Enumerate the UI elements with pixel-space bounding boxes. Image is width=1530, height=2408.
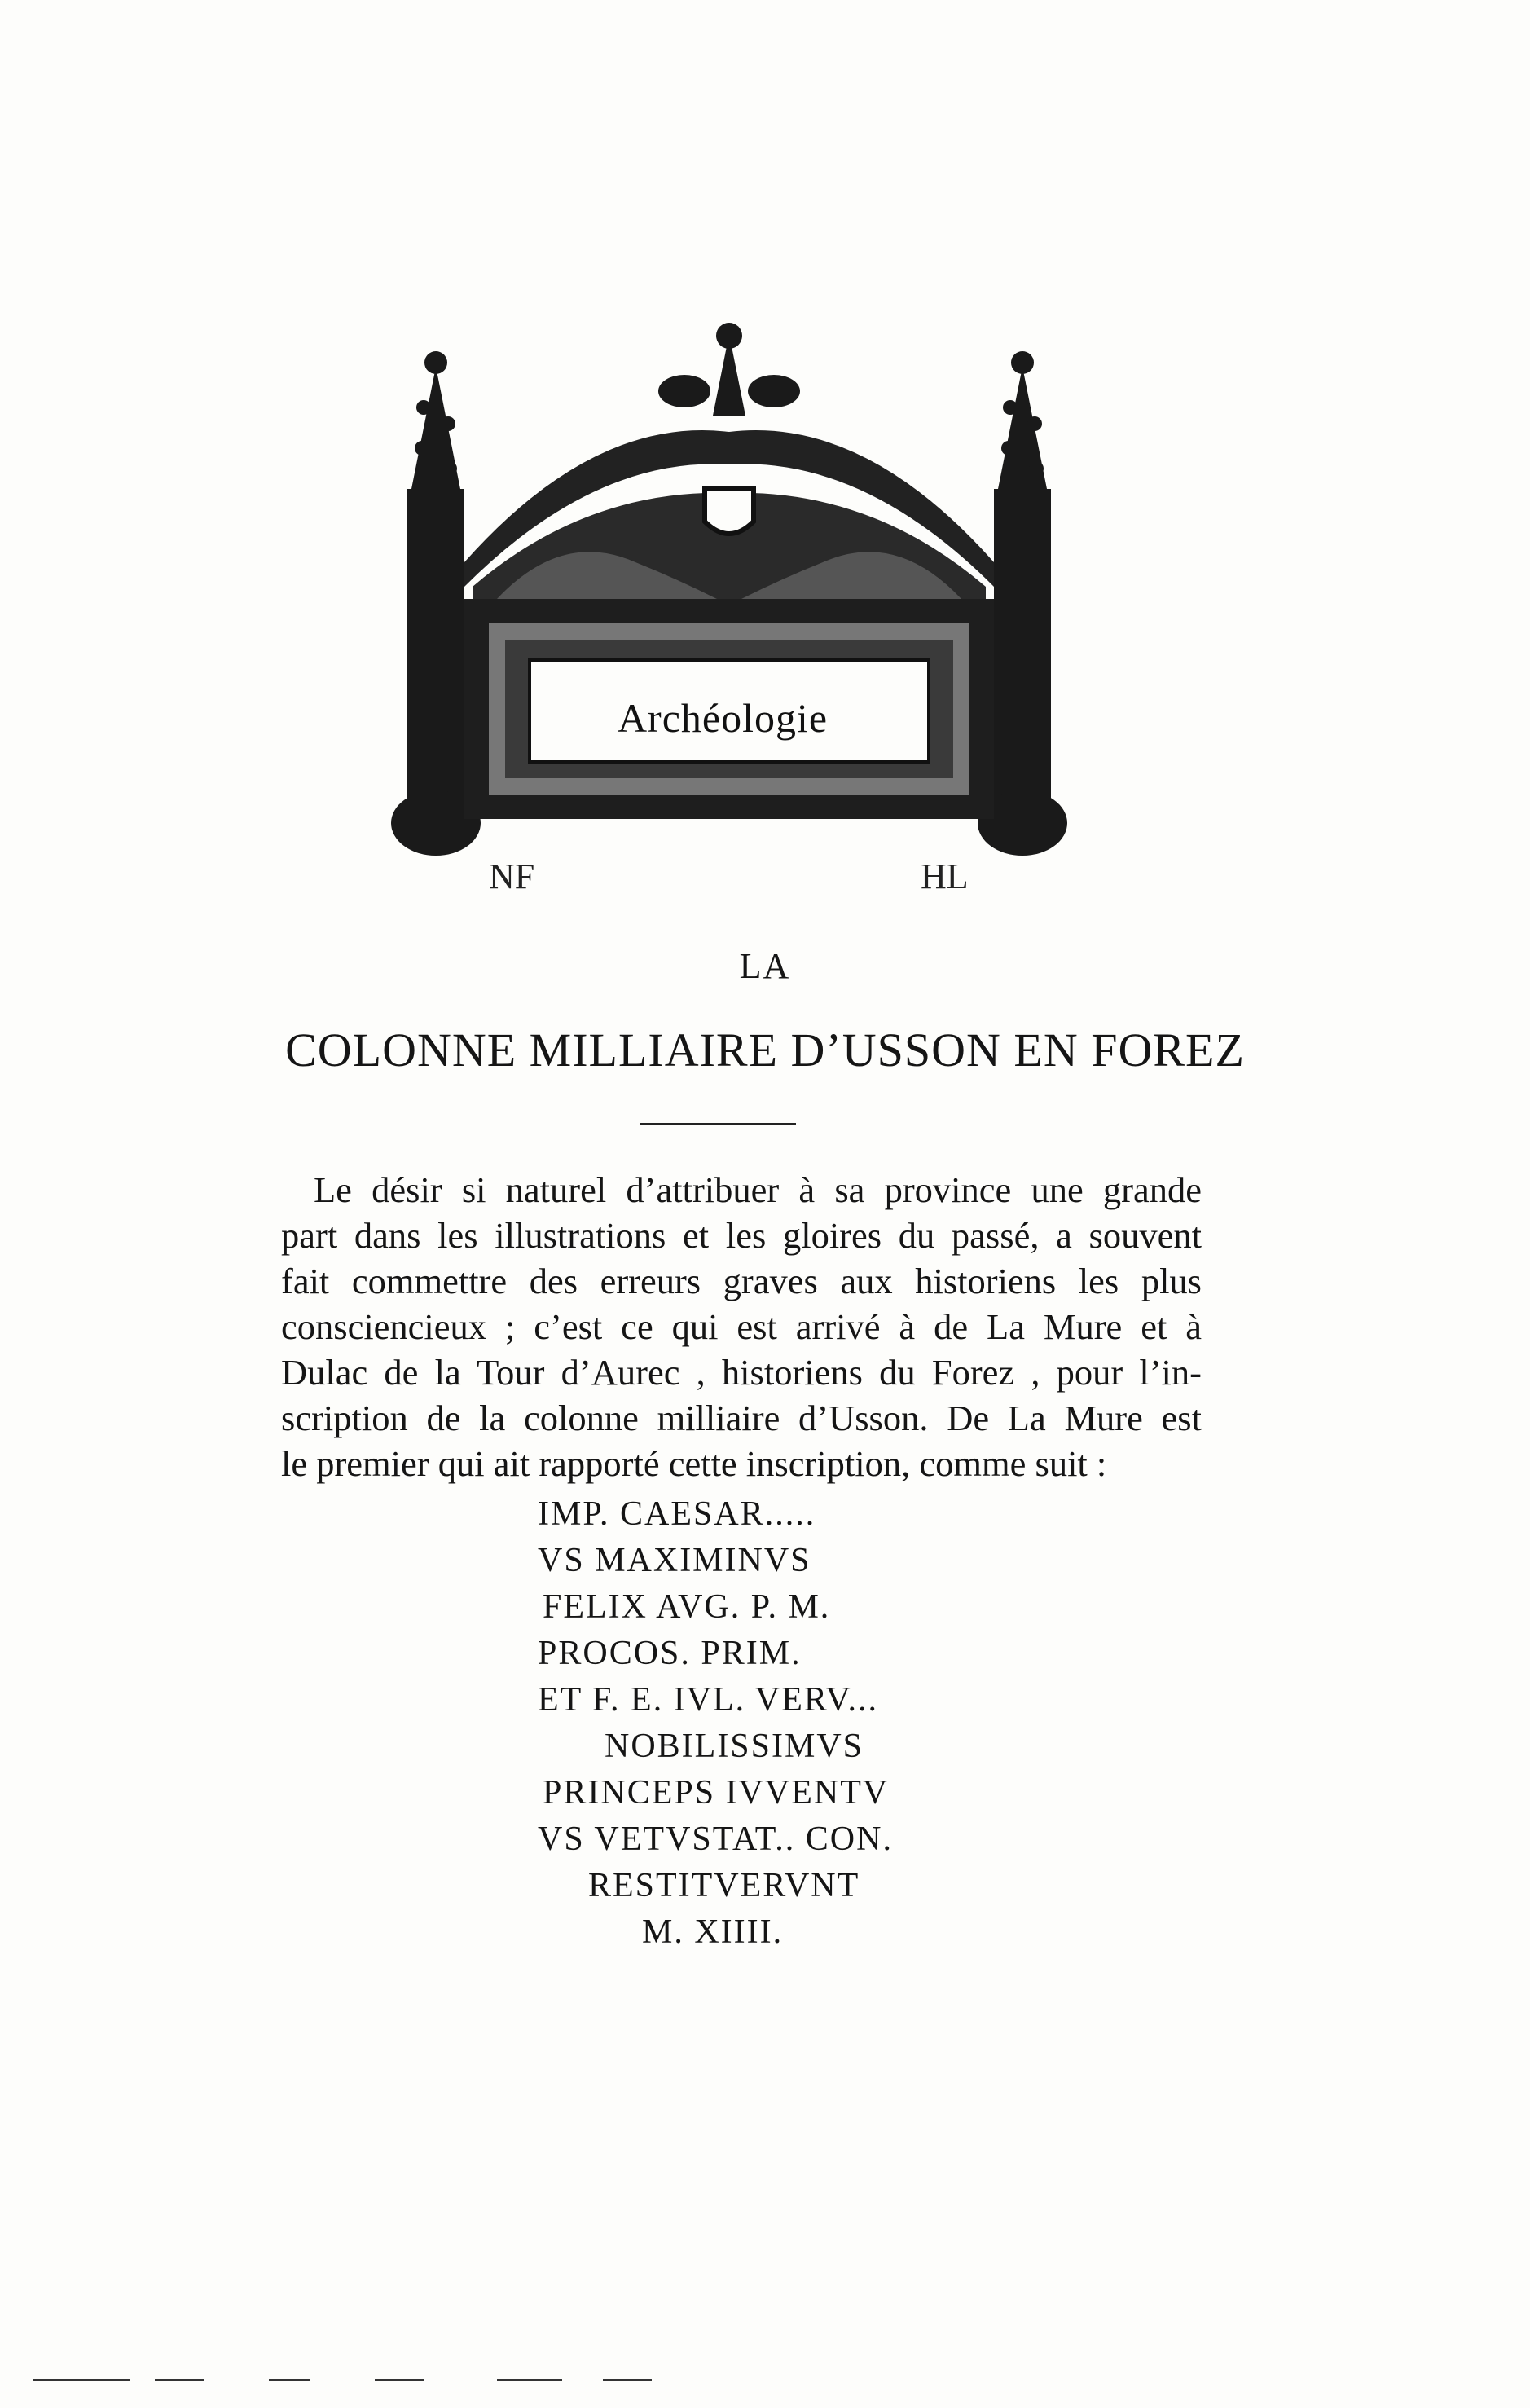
paragraph-line: scription de la colonne milliaire d’Usson. De La Mure est xyxy=(281,1398,1202,1438)
svg-text:HL: HL xyxy=(921,856,969,896)
paragraph-line: consciencieux ; c’est ce qui est arrivé à de La Mure et à xyxy=(281,1306,1202,1347)
inscription-line: M. XIIII. xyxy=(642,1913,784,1951)
inscription-line: FELIX AVG. P. M. xyxy=(543,1588,831,1626)
ornament-label: Archéologie xyxy=(617,695,829,741)
inscription-line: PRINCEPS IVVENTV xyxy=(543,1774,890,1812)
inscription-line: ET F. E. IVL. VERV... xyxy=(538,1681,878,1719)
inscription-line: RESTITVERVNT xyxy=(588,1867,860,1904)
title-divider xyxy=(640,1123,796,1125)
article-paragraph xyxy=(281,1167,1202,1486)
inscription-line: NOBILISSIMVS xyxy=(605,1728,864,1765)
paragraph-line: part dans les illustrations et les gloires du passé, a souvent xyxy=(281,1215,1202,1256)
paragraph-line: fait commettre des erreurs graves aux historiens les plus xyxy=(281,1261,1202,1301)
inscription-line: VS VETVSTAT.. CON. xyxy=(538,1820,893,1858)
latin-inscription xyxy=(538,1491,1027,1956)
paragraph-line: Dulac de la Tour d’Aurec , historiens du Forez , pour l’in- xyxy=(281,1352,1202,1393)
page-edge-marks xyxy=(33,2379,1499,2384)
gothic-ornament-illustration xyxy=(391,318,1067,905)
article-pre-title: LA xyxy=(739,946,791,986)
inscription-line: PROCOS. PRIM. xyxy=(538,1635,802,1672)
inscription-line: IMP. CAESAR..... xyxy=(538,1495,816,1533)
paragraph-line: le premier qui ait rapporté cette inscription, comme suit : xyxy=(281,1443,1107,1484)
svg-text:NF: NF xyxy=(489,856,535,896)
paragraph-line: Le désir si naturel d’attribuer à sa province une grande xyxy=(314,1169,1202,1210)
article-title: COLONNE MILLIAIRE D’USSON EN FOREZ xyxy=(285,1024,1245,1076)
inscription-line: VS MAXIMINVS xyxy=(538,1542,811,1579)
